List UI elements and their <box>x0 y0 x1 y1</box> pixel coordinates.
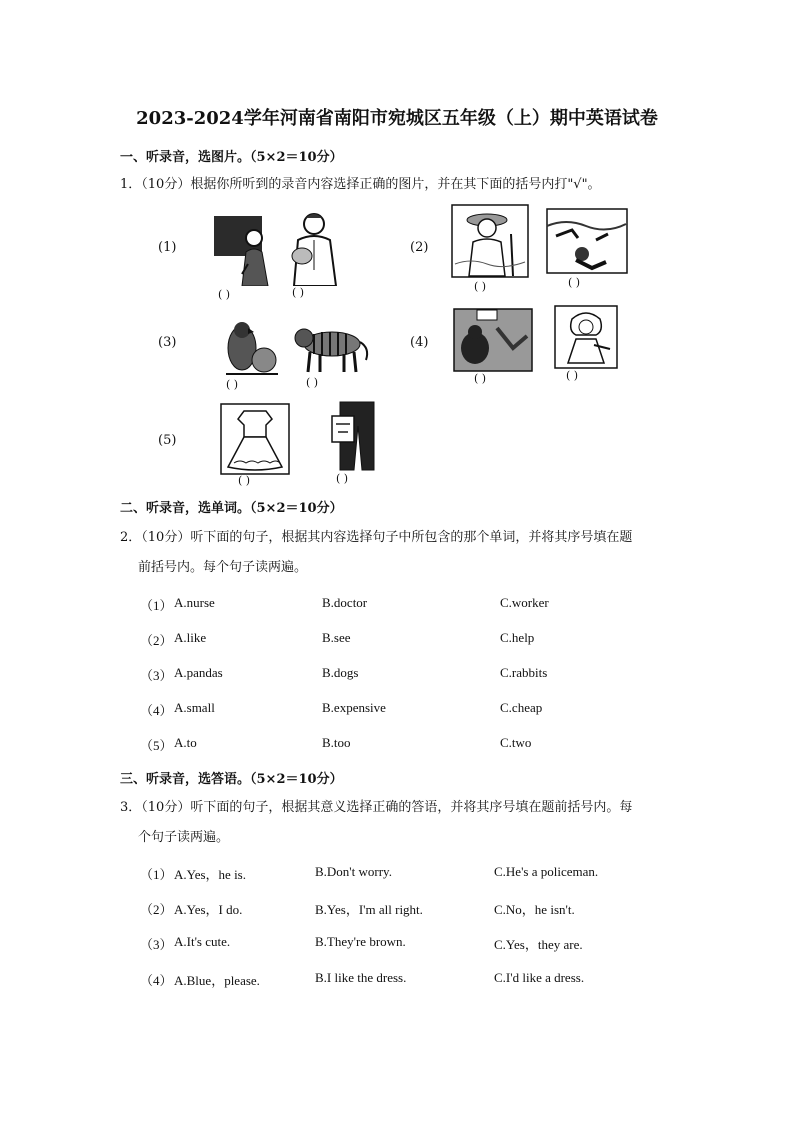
item-1-number: (1) <box>158 240 177 255</box>
q2-row5-num: （5） <box>140 738 173 753</box>
item-5-number: (5) <box>158 433 177 448</box>
q3-row3-a: A.It's cute. <box>174 934 231 949</box>
girl-picture <box>554 305 618 369</box>
answer-paren-5b[interactable]: ( ) <box>336 472 349 485</box>
answer-paren-2b[interactable]: ( ) <box>568 276 581 289</box>
question-2-line1: 2．（10分）听下面的句子，根据其内容选择句子中所包含的那个单词，并将其序号填在题 <box>120 530 633 545</box>
q3-row4-b: B.I like the dress. <box>315 970 407 985</box>
q2-row1-num: （1） <box>140 598 173 613</box>
q2-row4-b: B.expensive <box>322 700 386 715</box>
question-2-line2: 前括号内。每个句子读两遍。 <box>138 560 308 575</box>
answer-paren-5a[interactable]: ( ) <box>238 474 251 487</box>
q2-row3-c: C.rabbits <box>500 665 548 680</box>
section-2-heading: 二、听录音，选单词。（5×2＝10分） <box>120 501 343 516</box>
q3-row2-a: A.Yes，I do. <box>174 902 243 917</box>
q2-row5-c: C.two <box>500 735 532 750</box>
q2-row3-b: B.dogs <box>322 665 359 680</box>
q2-row3-num: （3） <box>140 668 173 683</box>
q3-row4-a: A.Blue，please. <box>174 973 260 988</box>
question-1-text: 1．（10分）根据你所听到的录音内容选择正确的图片，并在其下面的括号内打"√"。 <box>120 177 601 192</box>
dress-picture <box>220 403 290 475</box>
answer-paren-1b[interactable]: ( ) <box>292 286 305 299</box>
q3-row4-c: C.I'd like a dress. <box>494 970 585 985</box>
section-1-heading: 一、听录音，选图片。（5×2＝10分） <box>120 150 343 165</box>
q2-row4-a: A.small <box>174 700 215 715</box>
q2-row3-a: A.pandas <box>174 665 223 680</box>
item-2-number: (2) <box>410 240 429 255</box>
q2-row2-a: A.like <box>174 630 207 645</box>
item-3-number: (3) <box>158 335 177 350</box>
q2-row1-a: A.nurse <box>174 595 215 610</box>
answer-paren-2a[interactable]: ( ) <box>474 280 487 293</box>
farmer-picture <box>451 204 529 278</box>
q2-row2-b: B.see <box>322 630 351 645</box>
q3-row1-a: A.Yes，he is. <box>174 867 246 882</box>
section-3-heading: 三、听录音，选答语。（5×2＝10分） <box>120 772 343 787</box>
q2-row5-a: A.to <box>174 735 197 750</box>
swimmer-picture <box>546 208 628 274</box>
q3-row1-b: B.Don't worry. <box>315 864 392 879</box>
answer-paren-3b[interactable]: ( ) <box>306 376 319 389</box>
question-2-text <box>120 523 680 583</box>
tiger-picture <box>292 320 372 374</box>
trousers-picture <box>330 400 378 472</box>
q3-row3-c: C.Yes，they are. <box>494 937 583 952</box>
q2-row2-num: （2） <box>140 633 173 648</box>
q3-row2-c: C.No，he isn't. <box>494 902 575 917</box>
item-4-number: (4) <box>410 335 429 350</box>
page-title: 2023-2024学年河南省南阳市宛城区五年级（上）期中英语试卷 <box>136 108 658 129</box>
answer-paren-1a[interactable]: ( ) <box>218 288 231 301</box>
answer-paren-4b[interactable]: ( ) <box>566 369 579 382</box>
doctor-picture <box>280 210 344 286</box>
q2-row1-c: C.worker <box>500 595 549 610</box>
q3-row4-num: （4） <box>140 973 173 988</box>
parrot-picture <box>218 318 284 378</box>
answer-paren-4a[interactable]: ( ) <box>474 372 487 385</box>
q2-row2-c: C.help <box>500 630 535 645</box>
q3-row3-b: B.They're brown. <box>315 934 406 949</box>
question-3-line2: 个句子读两遍。 <box>138 830 230 845</box>
teacher-picture <box>212 214 276 286</box>
q2-row5-b: B.too <box>322 735 351 750</box>
q3-row1-c: C.He's a policeman. <box>494 864 599 879</box>
q3-row2-b: B.Yes，I'm all right. <box>315 902 423 917</box>
q3-row2-num: （2） <box>140 902 173 917</box>
question-3-line1: 3．（10分）听下面的句子，根据其意义选择正确的答语，并将其序号填在题前括号内。每 <box>120 800 633 815</box>
bear-picture <box>453 308 533 372</box>
q2-row4-num: （4） <box>140 703 173 718</box>
q3-row3-num: （3） <box>140 937 173 952</box>
answer-paren-3a[interactable]: ( ) <box>226 378 239 391</box>
question-3-text <box>120 793 680 853</box>
q3-row1-num: （1） <box>140 867 173 882</box>
q2-row4-c: C.cheap <box>500 700 543 715</box>
q2-row1-b: B.doctor <box>322 595 368 610</box>
